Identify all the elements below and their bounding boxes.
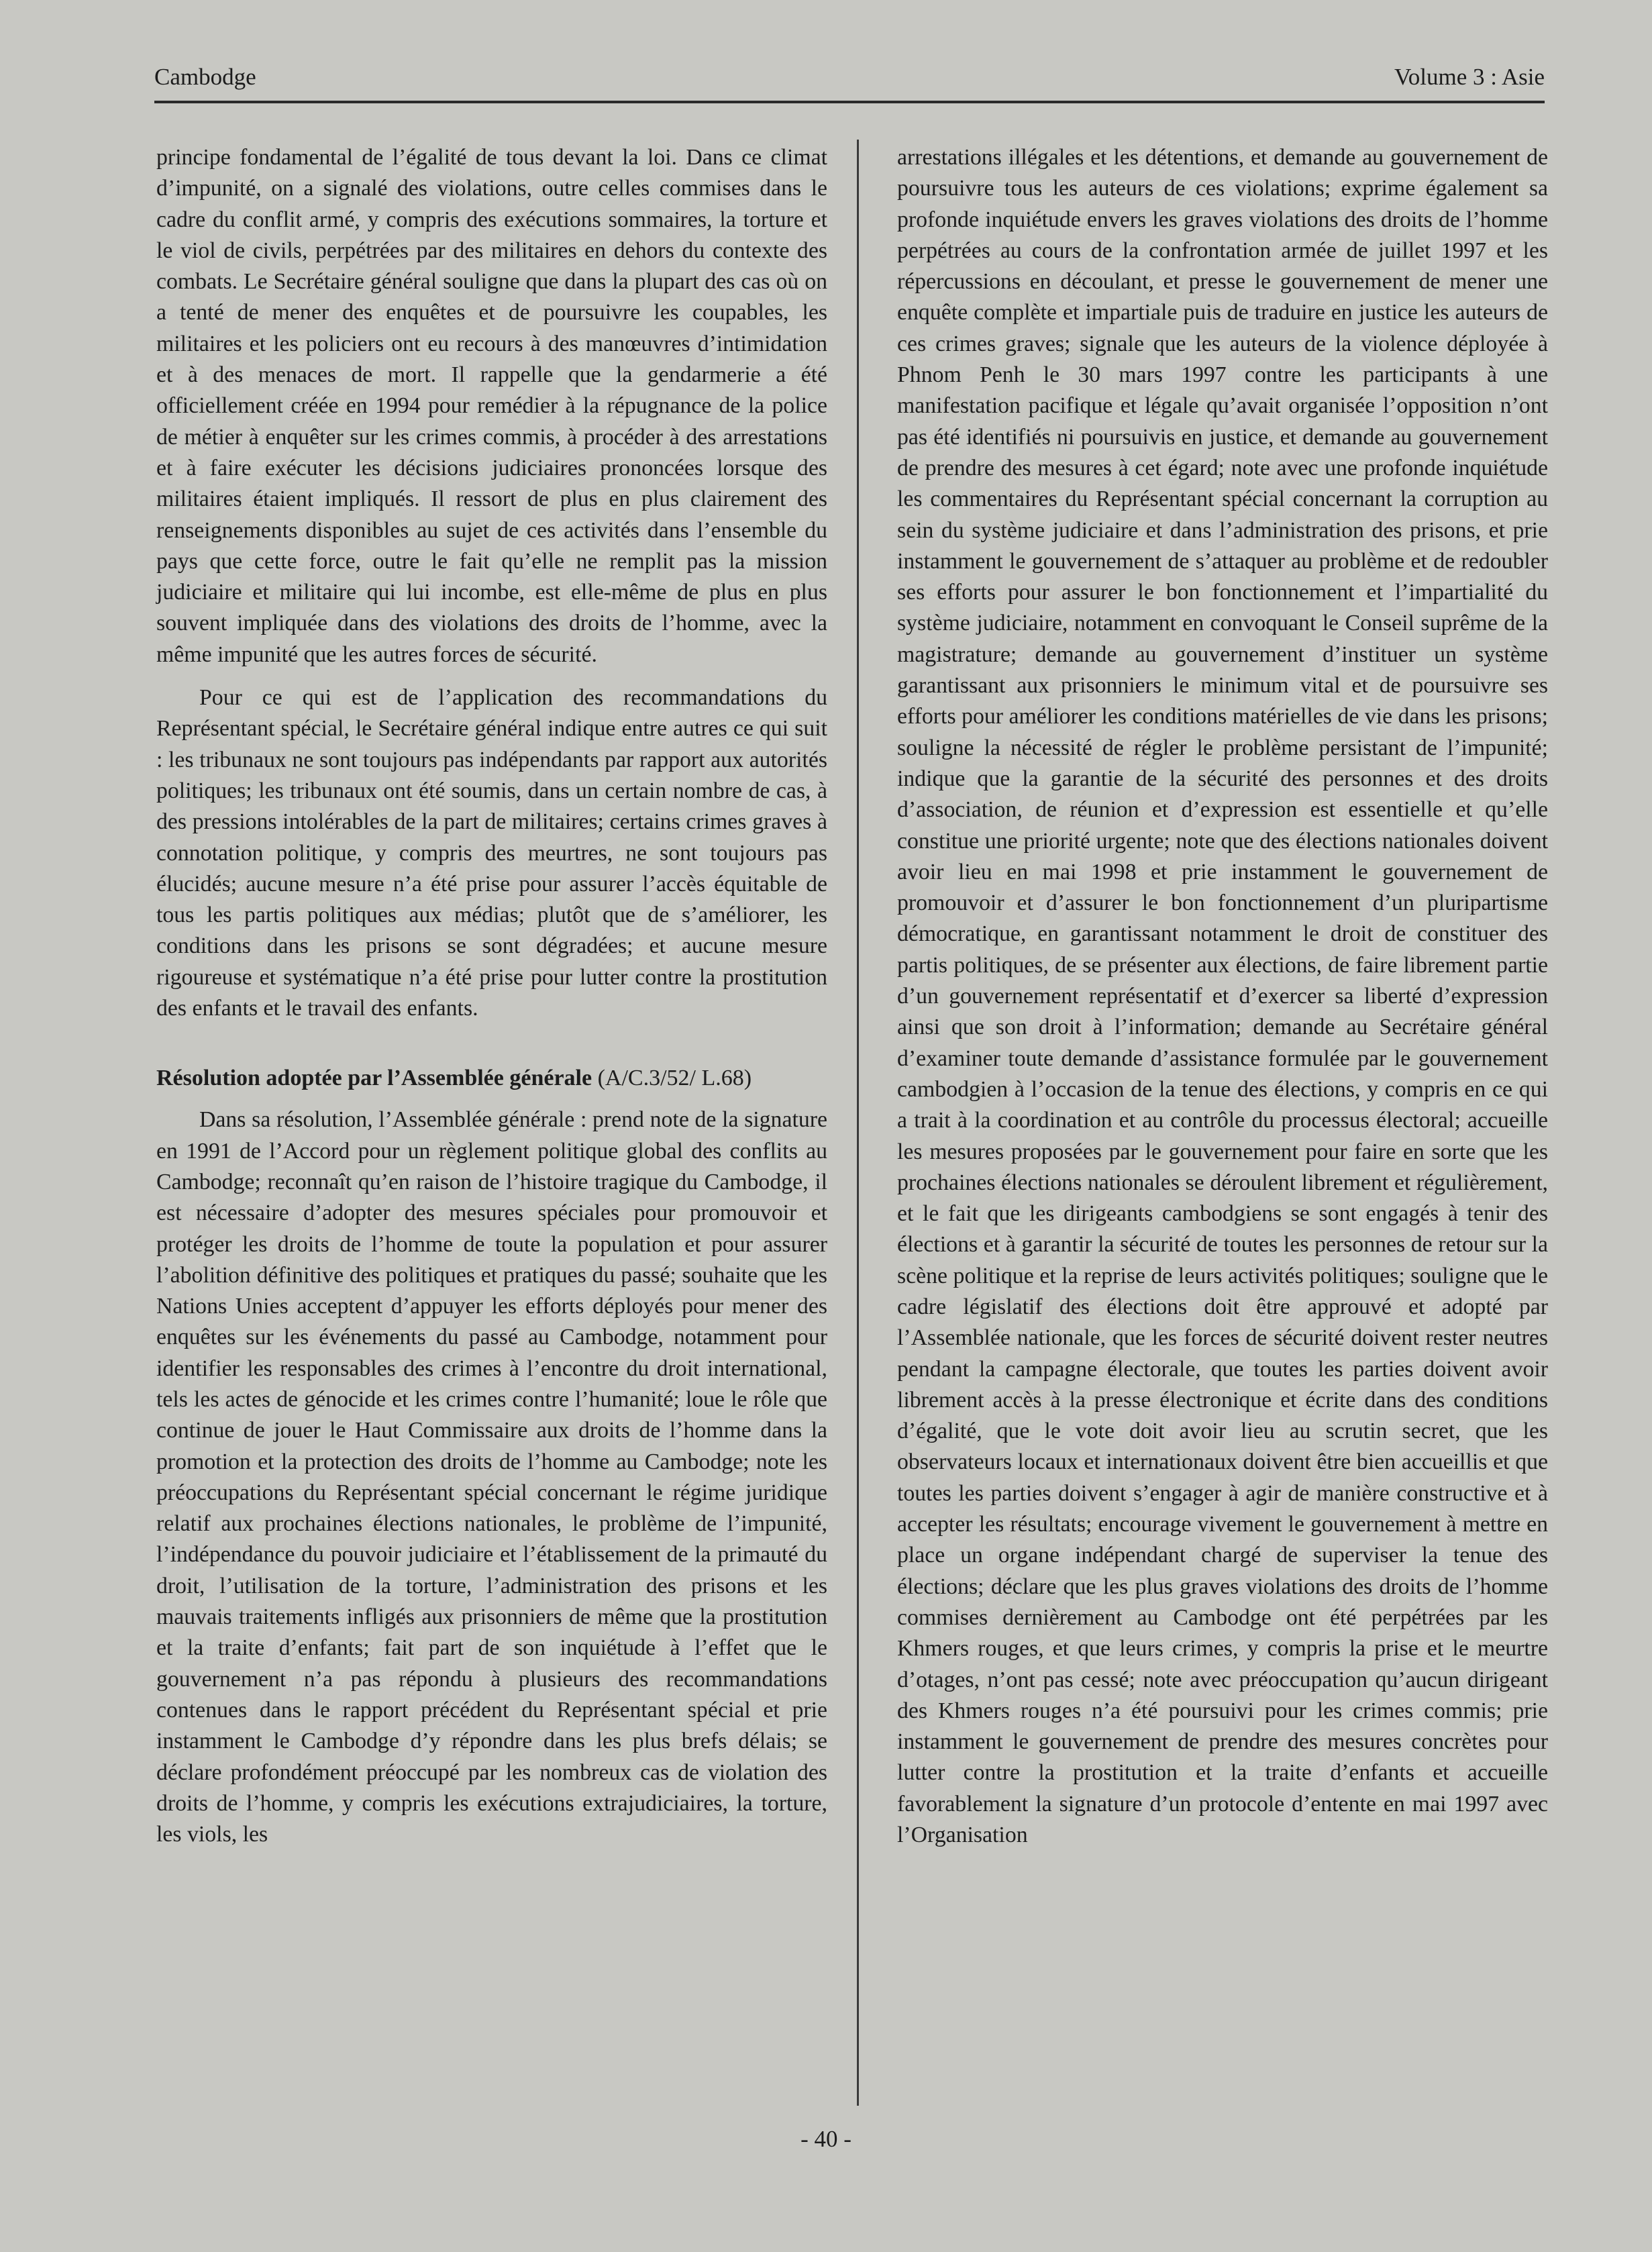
section-heading-reference: (A/C.3/52/ L.68) — [592, 1066, 752, 1091]
left-column — [156, 142, 827, 1850]
paragraph: principe fondamental de l’égalité de tous devant la loi. Dans ce climat d’impunité, on a signalé des violations, outre celles commises dans le cadre du conflit armé, y compris des exécutions sommaires, la torture et le viol de civils, perpétrées par des militaires en dehors du contexte des combats. Le Secrétaire général souligne que dans la plupart des cas où on a tenté de mener des enquêtes et de poursuivre les coupables, les militaires et les policiers ont eu recours à des manœuvres d’intimidation et à des menaces de mort. Il rappelle que la gendarmerie a été officiellement créée en 1994 pour remédier à la répugnance de la police de métier à enquêter sur les crimes commis, à procéder à des arrestations et à faire exécuter les décisions judiciaires prononcées lorsque des militaires étaient impliqués. Il ressort de plus en plus clairement des renseignements disponibles au sujet de ces activités dans l’ensemble du pays que cette force, outre le fait qu’elle ne remplit pas la mission judiciaire et militaire qui lui incombe, est elle-même de plus en plus souvent impliquée dans des violations des droits de l’homme, avec la même impunité que les autres forces de sécurité. — [156, 145, 827, 667]
running-header — [154, 64, 1545, 101]
paragraph: Dans sa résolution, l’Assemblée générale : prend note de la signature en 1991 de l’Accord pour un règlement politique global des conflits au Cambodge; reconnaît qu’en raison de l’histoire tragique du Cambodge, il est nécessaire d’adopter des mesures spéciales pour promouvoir et protéger les droits de l’homme de toute la population et pour assurer l’abolition définitive des politiques et pratiques du passé; souhaite que les Nations Unies acceptent d’appuyer les efforts déployés pour mener des enquêtes sur les événements du passé au Cambodge, notamment pour identifier les responsables des crimes à l’encontre du droit international, tels les actes de génocide et les crimes contre l’humanité; loue le rôle que continue de jouer le Haut Commissaire aux droits de l’homme dans la promotion et la protection des droits de l’homme au Cambodge; note les préoccupations du Représentant spécial concernant le régime juridique relatif aux prochaines élections nationales, le problème de l’impunité, l’indépendance du pouvoir judiciaire et l’établissement de la primauté du droit, l’utilisation de la torture, l’administration des prisons et les mauvais traitements infligés aux prisonniers de même que la prostitution et la traite d’enfants; fait part de son inquiétude à l’effet que le gouvernement n’a pas répondu à plusieurs des recommandations contenues dans le rapport précédent du Représentant spécial et prie instamment le Cambodge d’y répondre dans les plus brefs délais; se déclare profondément préoccupé par les nombreux cas de violation des droits de l’homme, y compris les exécutions extrajudiciaires, la torture, les viols, les — [156, 1107, 827, 1847]
right-column — [897, 142, 1548, 1851]
column-divider — [857, 140, 859, 2106]
paragraph: arrestations illégales et les détentions, et demande au gouvernement de poursuivre tous les auteurs de ces violations; exprime également sa profonde inquiétude envers les graves violations des droits de l’homme perpétrées au cours de la confrontation armée de juillet 1997 et les répercussions en découlant, et presse le gouvernement de mener une enquête complète et impartiale puis de traduire en justice les auteurs de ces crimes graves; signale que les auteurs de la violence déployée à Phnom Penh le 30 mars 1997 contre les participants à une manifestation pacifique et légale qu’avait organisée l’opposition n’ont pas été identifiés ni poursuivis en justice, et demande au gouvernement de prendre des mesures à cet égard; note avec une profonde inquiétude les commentaires du Représentant spécial concernant la corruption au sein du système judiciaire et dans l’administration des prisons, et prie instamment le gouvernement de s’attaquer au problème et de redoubler ses efforts pour assurer le bon fonctionnement et l’impartialité du système judiciaire, notamment en convoquant le Conseil suprême de la magistrature; demande au gouvernement d’instituer un système garantissant aux prisonniers le minimum vital et de poursuivre ses efforts pour améliorer les conditions matérielles de vie dans les prisons; souligne la nécessité de régler le problème persistant de l’impunité; indique que la garantie de la sécurité des personnes et des droits d’association, de réunion et d’expression est essentielle et qu’elle constitue une priorité urgente; note que des élections nationales doivent avoir lieu en mai 1998 et prie instamment le gouvernement de promouvoir et d’assurer le bon fonctionnement d’un pluripartisme démocratique, en garantissant notamment le droit de constituer des partis politiques, de se présenter aux élections, de faire librement partie d’un gouvernement représentatif et d’exercer sa liberté d’expression ainsi que son droit à l’information; demande au Secrétaire général d’examiner toute demande d’assistance formulée par le gouvernement cambodgien à l’occasion de la tenue des élections, y compris en ce qui a trait à la coordination et au contrôle du processus électoral; accueille les mesures proposées par le gouvernement pour faire en sorte que les prochaines élections nationales se déroulent librement et régulièrement, et le fait que les dirigeants cambodgiens se sont engagés à tenir des élections et à garantir la sécurité de toutes les personnes de retour sur la scène politique et la reprise de leurs activités politiques; souligne que le cadre législatif des élections doit être approuvé et adopté par l’Assemblée nationale, que les forces de sécurité doivent rester neutres pendant la campagne électorale, que toutes les parties doivent avoir librement accès à la presse électronique et écrite dans des conditions d’égalité, que le vote doit avoir lieu au scrutin secret, que les observateurs locaux et internationaux doivent être bien accueillis et que toutes les parties doivent s’engager à agir de manière constructive et à accepter les résultats; encourage vivement le gouvernement à mettre en place un organe indépendant chargé de superviser la tenue des élections; déclare que les plus graves violations des droits de l’homme commises dernièrement au Cambodge ont été perpétrées par les Khmers rouges, et que leurs crimes, y compris la prise et le meurtre d’otages, n’ont pas cessé; note avec préoccupation qu’aucun dirigeant des Khmers rouges n’a été poursuivi pour les crimes commis; prie instamment le gouvernement de prendre des mesures concrètes pour lutter contre la prostitution et la traite d’enfants et accueille favorablement la signature d’un protocole d’entente en mai 1997 avec l’Organisation — [897, 145, 1548, 1848]
section-heading — [156, 1063, 827, 1094]
page-number: - 40 - — [801, 2126, 851, 2152]
header-volume: Volume 3 : Asie — [1394, 64, 1545, 90]
paragraph: Pour ce qui est de l’application des recommandations du Représentant spécial, le Secrétaire général indique entre autres ce qui suit : les tribunaux ne sont toujours pas indépendants par rapport aux autorités politiques; les tribunaux ont été soumis, dans un certain nombre de cas, à des pressions intolérables de la part de militaires; certains crimes graves à connotation politique, y compris des meurtres, ne sont toujours pas élucidés; aucune mesure n’a été prise pour assurer l’accès équitable de tous les partis politiques aux médias; plutôt que de s’améliorer, les conditions dans les prisons se sont dégradées; et aucune mesure rigoureuse et systématique n’a été prise pour lutter contre la prostitution des enfants et le travail des enfants. — [156, 685, 827, 1021]
header-country: Cambodge — [154, 64, 256, 90]
section-heading-title: Résolution adoptée par l’Assemblée générale — [156, 1066, 592, 1091]
header-rule — [154, 101, 1545, 103]
